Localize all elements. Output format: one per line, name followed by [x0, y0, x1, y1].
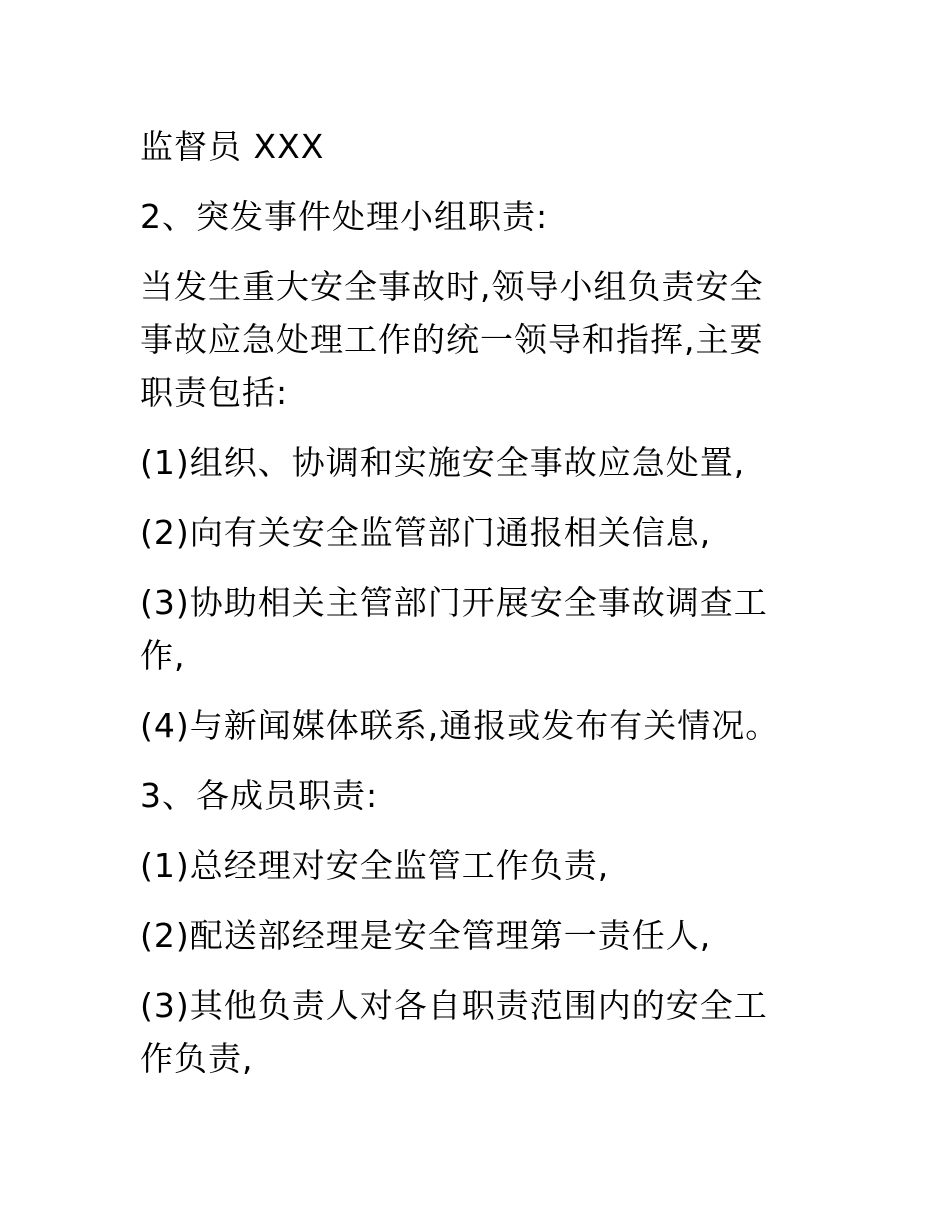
section-2-item-3 — [140, 576, 820, 682]
section-3-item-1: (1)总经理对安全监管工作负责, — [140, 846, 610, 885]
section-3-heading: 3、各成员职责: — [140, 776, 379, 815]
section-3-item-3-line-1: (3)其他负责人对各自职责范围内的安全工 — [140, 986, 768, 1025]
supervisor-line: 监督员 XXX — [140, 127, 325, 166]
section-2-heading: 2、突发事件处理小组职责: — [140, 197, 549, 236]
document-body — [140, 120, 820, 1085]
section-2-intro-line-1: 当发生重大安全事故时,领导小组负责安全 — [140, 267, 764, 306]
section-3-item-2: (2)配送部经理是安全管理第一责任人, — [140, 916, 712, 955]
section-2-item-1: (1)组织、协调和实施安全事故应急处置, — [140, 443, 746, 482]
section-2-item-3-line-1: (3)协助相关主管部门开展安全事故调查工 — [140, 583, 768, 622]
section-2-intro-line-3: 职责包括: — [140, 373, 289, 412]
section-2-intro — [140, 260, 820, 419]
section-2-item-4: (4)与新闻媒体联系,通报或发布有关情况。 — [140, 706, 780, 745]
section-2-intro-line-2: 事故应急处理工作的统一领导和指挥,主要 — [140, 320, 764, 359]
section-2-item-3-line-2: 作, — [140, 636, 186, 675]
section-3-item-3 — [140, 979, 820, 1085]
section-3-item-3-line-2: 作负责, — [140, 1039, 254, 1078]
section-2-item-2: (2)向有关安全监管部门通报相关信息, — [140, 513, 712, 552]
